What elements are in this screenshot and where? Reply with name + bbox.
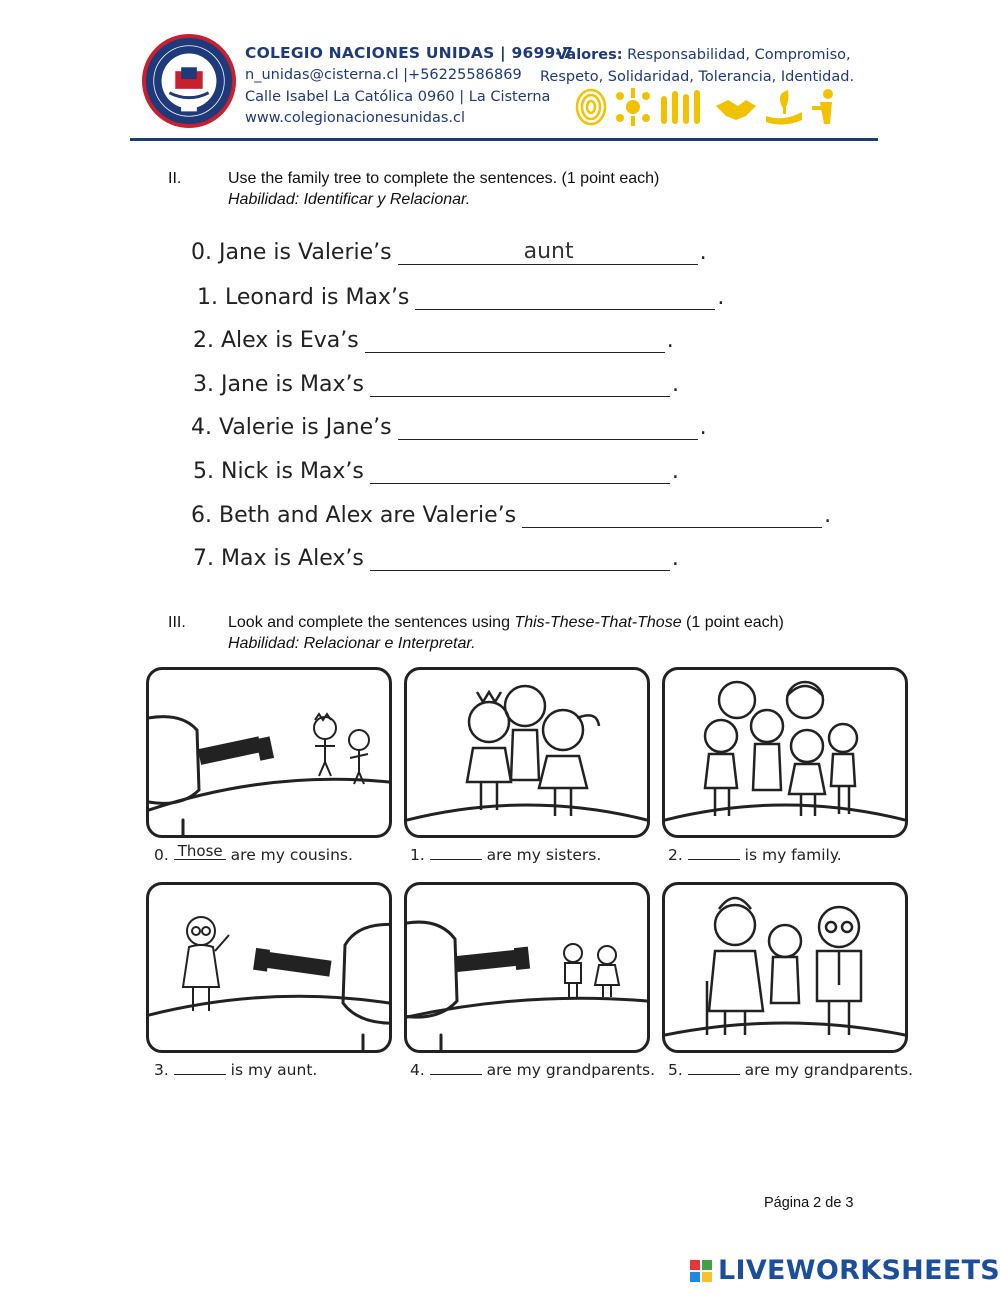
sentence-4: 4. Valerie is Jane’s . <box>191 415 707 440</box>
sentence-0-answer-field[interactable] <box>398 239 698 265</box>
plant-hand-icon <box>764 88 804 126</box>
caption-4-answer-field[interactable] <box>430 1060 482 1075</box>
values-text-1: Responsabilidad, Compromiso, <box>627 47 851 63</box>
sentence-7: 7. Max is Alex’s . <box>193 546 679 571</box>
sentence-4-answer-field[interactable] <box>398 417 698 440</box>
values-icons <box>574 88 854 128</box>
caption-2: 2. is my family. <box>668 846 842 864</box>
caption-0-answer-field[interactable] <box>174 842 226 860</box>
picture-panel-4 <box>404 882 650 1053</box>
section-2-instruction: Use the family tree to complete the sentences. (1 point each) <box>228 170 660 187</box>
sentence-4-text: 4. Valerie is Jane’s <box>191 415 392 440</box>
school-website[interactable]: www.colegionacionesunidas.cl <box>245 110 466 126</box>
picture-panel-2 <box>662 667 908 838</box>
family-illustration <box>665 670 905 835</box>
fingerprint-icon <box>574 88 608 126</box>
caption-0: 0. Those are my cousins. <box>154 842 353 864</box>
sentence-7-answer-field[interactable] <box>370 548 670 571</box>
sentence-1-answer-field[interactable] <box>415 287 715 310</box>
grandparents-illustration <box>665 885 905 1050</box>
caption-1-answer-field[interactable] <box>430 845 482 860</box>
picture-panel-0 <box>146 667 392 838</box>
section-3-skill: Habilidad: Relacionar e Interpretar. <box>228 635 476 652</box>
person-help-icon <box>810 88 840 126</box>
school-contact: n_unidas@cisterna.cl |+56225586869 <box>245 67 522 83</box>
sisters-illustration <box>407 670 647 835</box>
caption-1: 1. are my sisters. <box>410 846 602 864</box>
sentence-6: 6. Beth and Alex are Valerie’s . <box>191 503 832 528</box>
caption-0-answer: Those <box>177 842 223 860</box>
caption-3: 3. is my aunt. <box>154 1061 318 1079</box>
picture-panel-1 <box>404 667 650 838</box>
telescope-far-kids-illustration <box>149 670 389 835</box>
telescope-aunt-illustration <box>149 885 389 1050</box>
caption-4: 4. are my grandparents. <box>410 1061 656 1079</box>
sentence-5-text: 5. Nick is Max’s <box>193 459 364 484</box>
sentence-1: 1. Leonard is Max’s . <box>197 285 725 310</box>
telescope-far-grandparents-illustration <box>407 885 647 1050</box>
caption-3-answer-field[interactable] <box>174 1060 226 1075</box>
sentence-6-text: 6. Beth and Alex are Valerie’s <box>191 503 517 528</box>
sentence-2-text: 2. Alex is Eva’s <box>193 328 359 353</box>
sentence-3: 3. Jane is Max’s . <box>193 372 679 397</box>
section-3-number: III. <box>168 614 186 631</box>
caption-2-answer-field[interactable] <box>688 845 740 860</box>
section-2-number: II. <box>168 170 182 187</box>
sentence-0-answer: aunt <box>523 239 574 264</box>
picture-panel-5 <box>662 882 908 1053</box>
liveworksheets-brand: LIVEWORKSHEETS <box>718 1255 1000 1286</box>
handshake-icon <box>714 88 758 126</box>
caption-5-answer-field[interactable] <box>688 1060 740 1075</box>
page-number: Página 2 de 3 <box>764 1195 854 1211</box>
sentence-5: 5. Nick is Max’s . <box>193 459 679 484</box>
people-circle-icon <box>614 88 652 126</box>
sentence-0-text: 0. Jane is Valerie’s <box>191 240 392 265</box>
sentence-5-answer-field[interactable] <box>370 461 670 484</box>
sentence-1-text: 1. Leonard is Max’s <box>197 285 410 310</box>
header-divider <box>130 138 878 141</box>
sentence-2: 2. Alex is Eva’s . <box>193 328 674 353</box>
sentence-3-answer-field[interactable] <box>370 374 670 397</box>
values-label: Valores: <box>556 47 623 63</box>
school-title: COLEGIO NACIONES UNIDAS | 9699-7 <box>245 44 574 62</box>
section-3-instruction: Look and complete the sentences using This-These-That-Those (1 point each) <box>228 614 784 631</box>
sentence-7-text: 7. Max is Alex’s <box>193 546 364 571</box>
values-line-2: Respeto, Solidaridad, Tolerancia, Identidad. <box>540 69 855 85</box>
school-logo <box>140 32 238 130</box>
sentence-2-answer-field[interactable] <box>365 330 665 353</box>
section-2-skill: Habilidad: Identificar y Relacionar. <box>228 191 471 208</box>
liveworksheets-icon <box>690 1260 712 1282</box>
values-line-1 <box>556 47 851 63</box>
sentence-0: 0. Jane is Valerie’s aunt . <box>191 239 707 265</box>
sentence-6-answer-field[interactable] <box>522 505 822 528</box>
school-address: Calle Isabel La Católica 0960 | La Cisterna <box>245 89 551 105</box>
picture-panel-3 <box>146 882 392 1053</box>
sentence-3-text: 3. Jane is Max’s <box>193 372 364 397</box>
section-3-words: This-These-That-Those <box>514 614 682 631</box>
liveworksheets-logo[interactable] <box>690 1255 1000 1286</box>
raised-hands-icon <box>658 88 708 126</box>
caption-5: 5. are my grandparents. <box>668 1061 914 1079</box>
